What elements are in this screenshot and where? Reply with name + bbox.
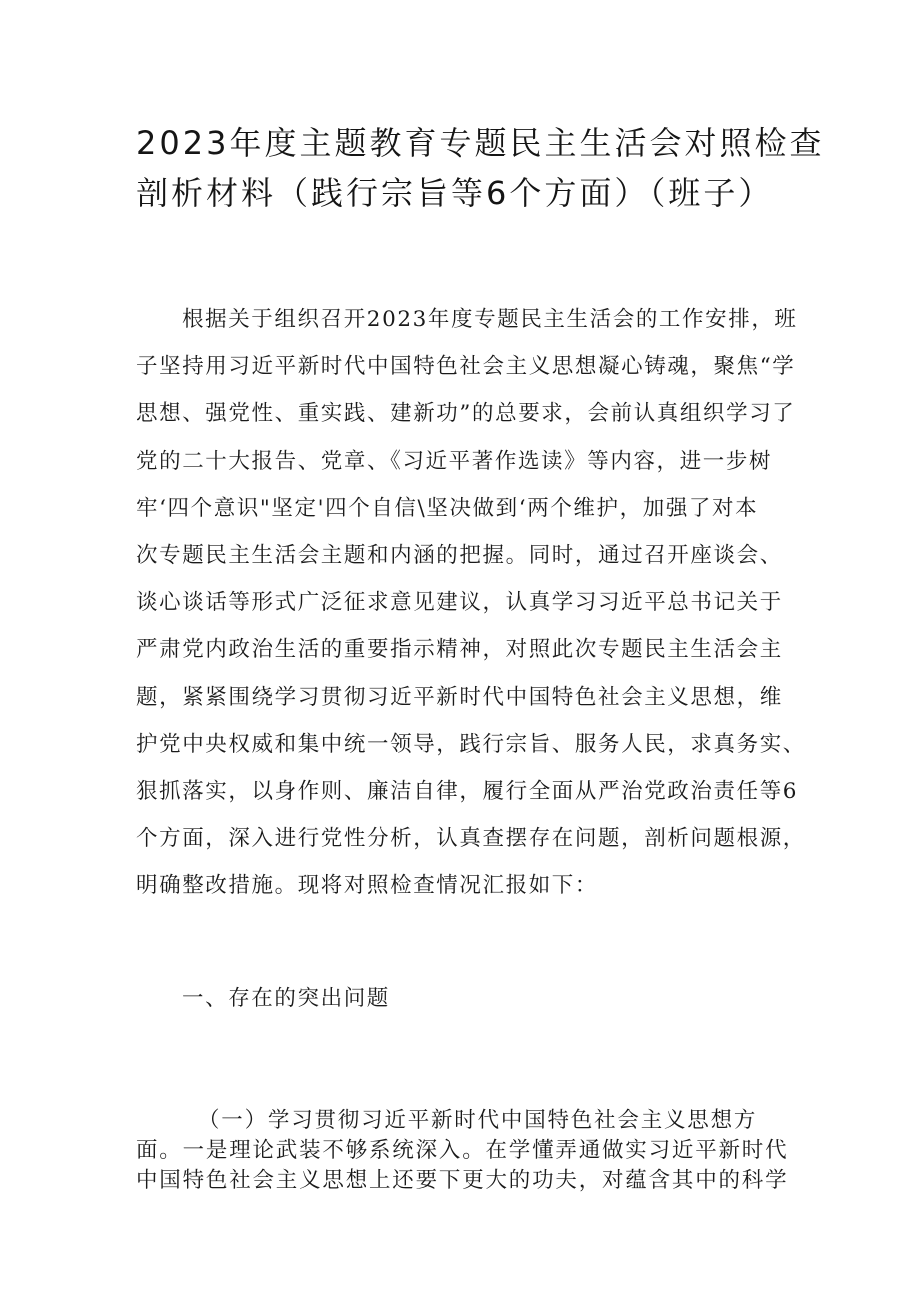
intro-line-1: 根据关于组织召开2023年度专题民主生活会的工作安排，班 bbox=[182, 307, 798, 332]
intro-line-6: 次专题民主生活会主题和内涵的把握。同时，通过召开座谈会、 bbox=[136, 543, 783, 569]
intro-line-8: 严肃党内政治生活的重要指示精神，对照此次专题民主生活会主 bbox=[136, 637, 783, 663]
intro-line-13: 明确整改措施。现将对照检查情况汇报如下： bbox=[136, 873, 599, 899]
intro-line-9: 题，紧紧围绕学习贯彻习近平新时代中国特色社会主义思想，维 bbox=[136, 684, 783, 710]
title-line-1: 2023年度主题教育专题民主生活会对照检查 bbox=[136, 124, 825, 162]
intro-line-2: 子坚持用习近平新时代中国特色社会主义思想凝心铸魂，聚焦“学 bbox=[136, 354, 796, 380]
intro-line-5: 牢‘四个意识"坚定'四个自信\坚决做到‘两个维护，加强了对本 bbox=[136, 495, 759, 521]
section-heading-text: 一、存在的突出问题 bbox=[182, 986, 390, 1011]
title-line-2: 剖析材料（践行宗旨等6个方面）（班子） bbox=[136, 174, 774, 212]
intro-line-3: 思想、强党性、重实践、建新功”的总要求，会前认真组织学习了 bbox=[136, 401, 796, 427]
subsection-line-2: 面。一是理论武装不够系统深入。在学懂弄通做实习近平新时代 bbox=[136, 1138, 789, 1163]
subsection-line-1: （一）学习贯彻习近平新时代中国特色社会主义思想方 bbox=[198, 1108, 758, 1133]
document-title bbox=[136, 118, 825, 218]
subsection-line-3: 中国特色社会主义思想上还要下更大的功夫，对蕴含其中的科学 bbox=[136, 1168, 789, 1193]
intro-line-11: 狠抓落实，以身作则、廉洁自律，履行全面从严治党政治责任等6 bbox=[136, 779, 799, 805]
intro-line-10: 护党中央权威和集中统一领导，践行宗旨、服务人民，求真务实、 bbox=[136, 731, 806, 757]
subsection-paragraph bbox=[136, 1106, 806, 1196]
section-heading bbox=[136, 983, 806, 1015]
intro-line-4: 党的二十大报告、党章、《习近平著作选读》等内容，进一步树 bbox=[136, 448, 773, 474]
intro-paragraph bbox=[136, 296, 806, 910]
intro-line-12: 个方面，深入进行党性分析，认真查摆存在问题，剖析问题根源， bbox=[136, 826, 806, 852]
intro-line-7: 谈心谈话等形式广泛征求意见建议，认真学习习近平总书记关于 bbox=[136, 590, 783, 616]
